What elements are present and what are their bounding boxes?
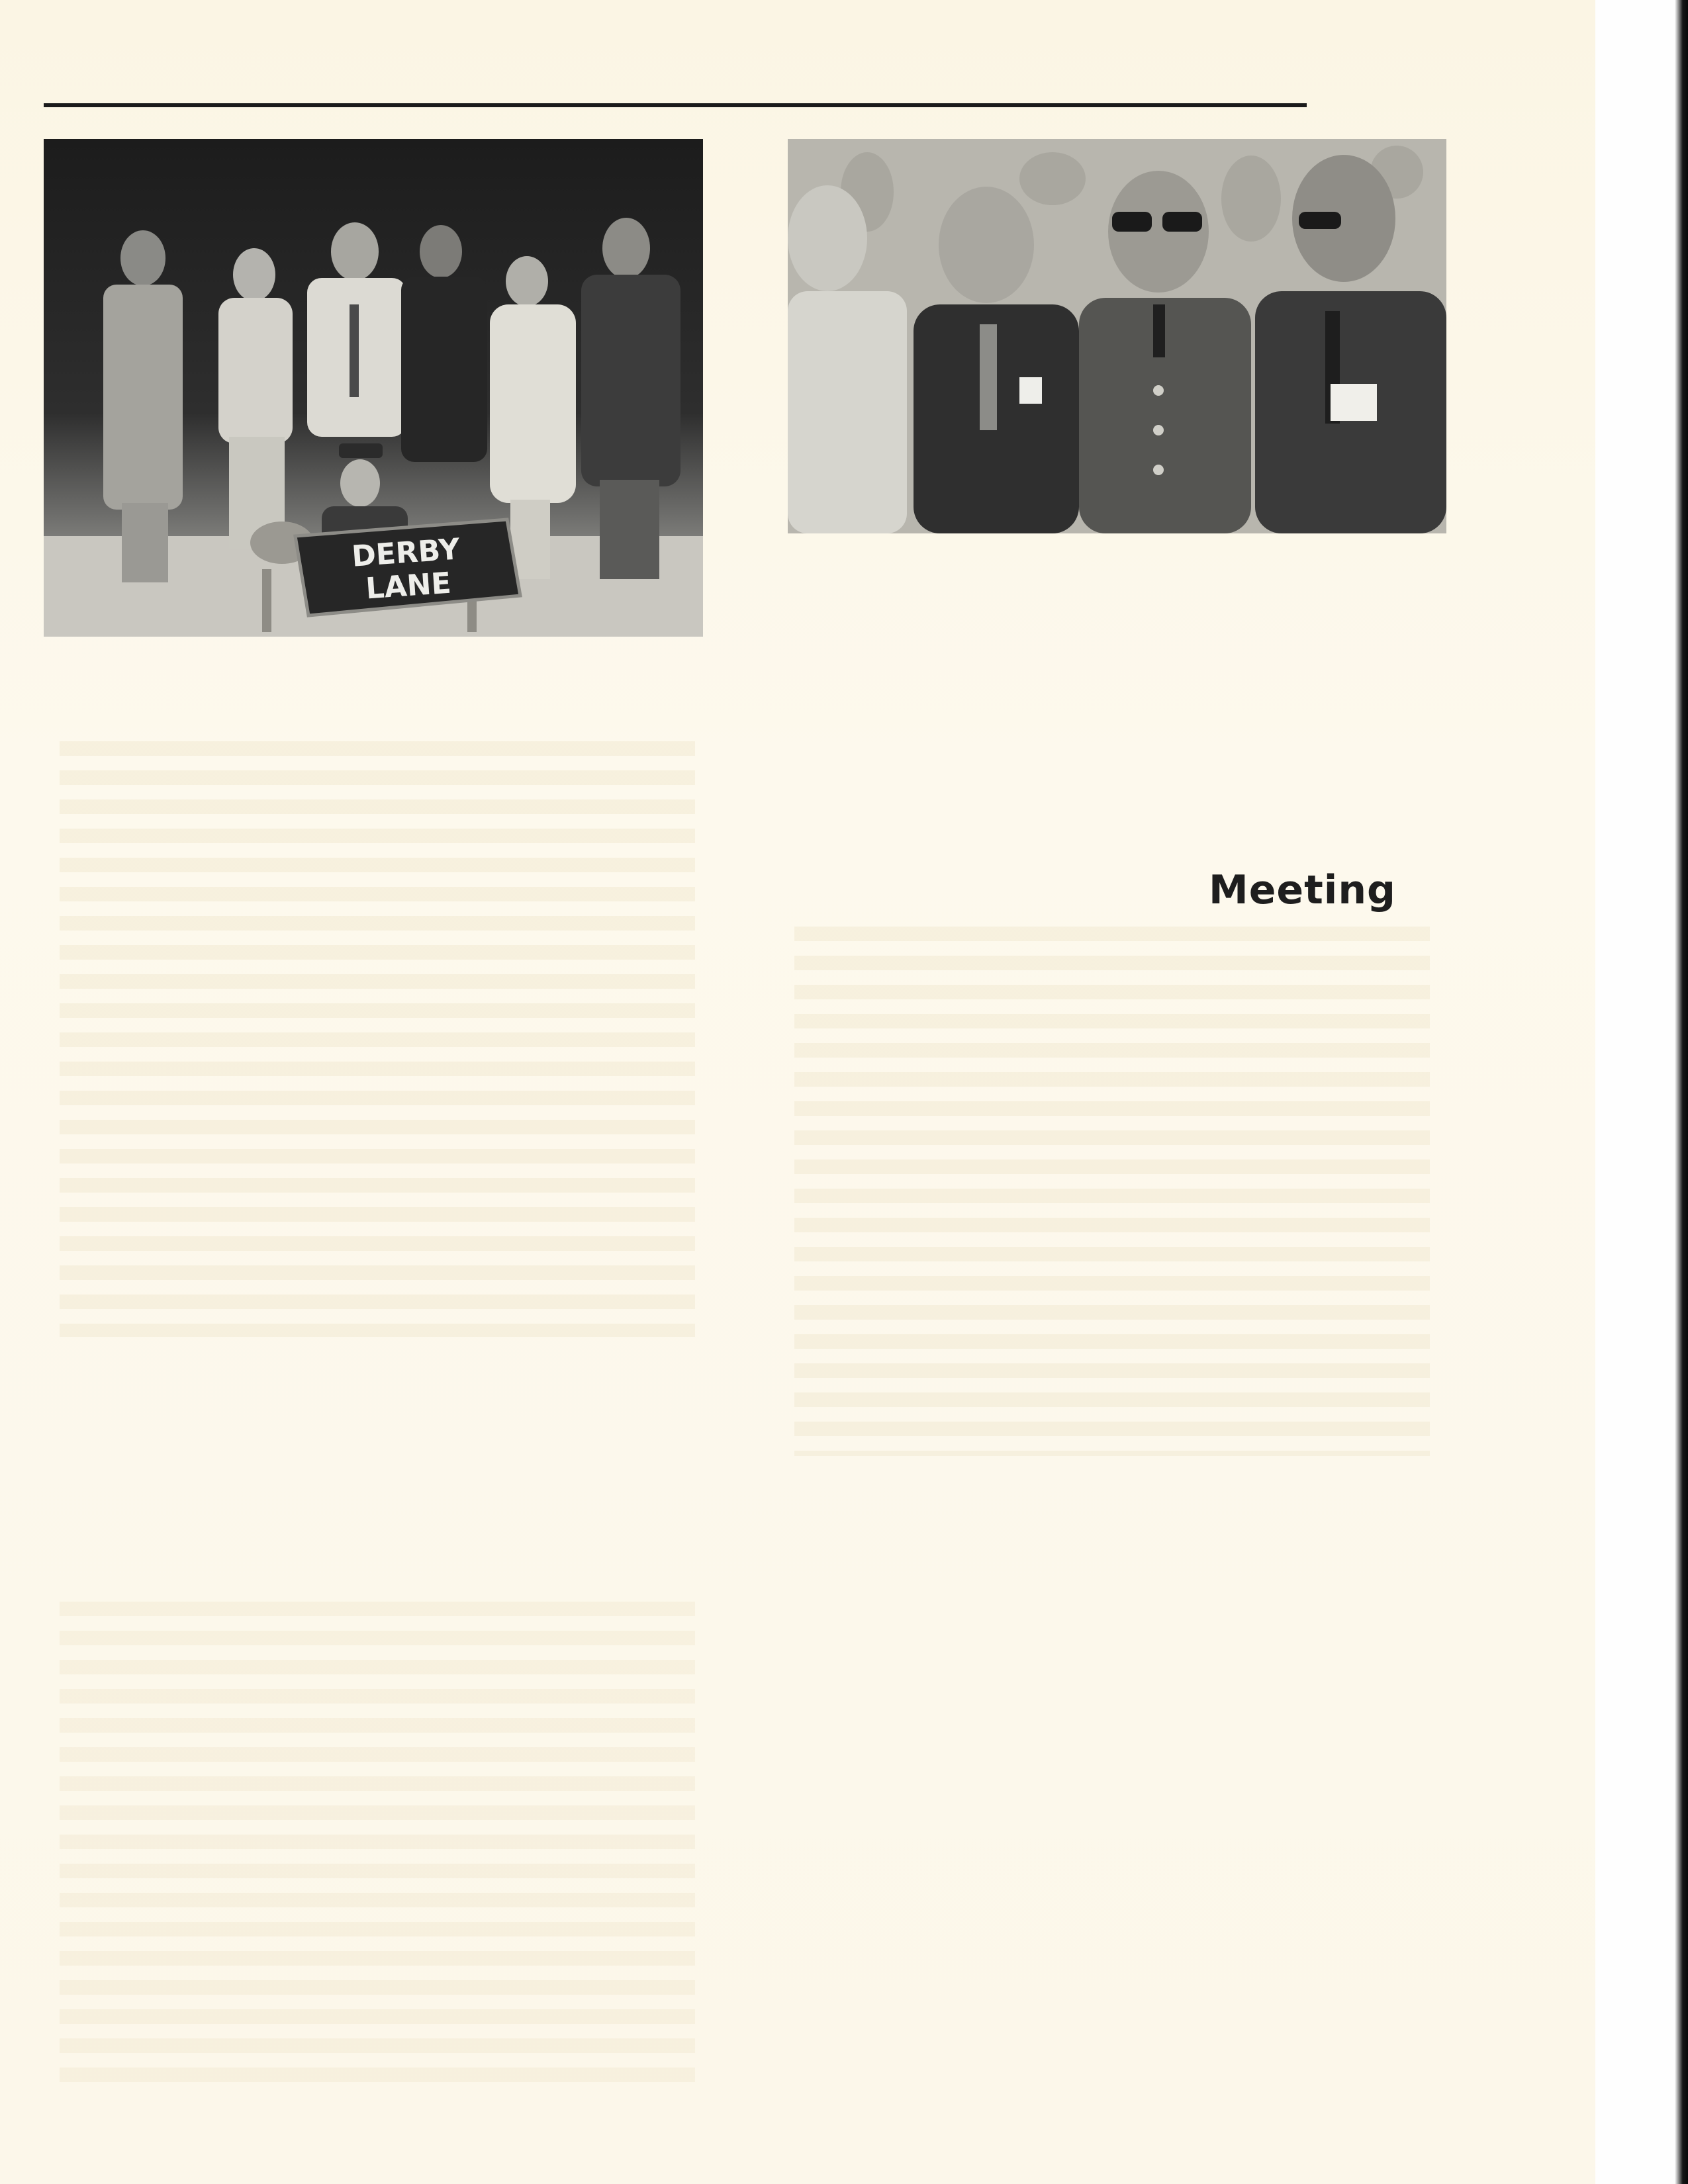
top-rule <box>44 103 1307 107</box>
bleed-through-right-column <box>794 927 1430 1456</box>
photo-four-men <box>788 139 1446 533</box>
photo-derby-lane-group <box>44 139 703 637</box>
binding-edge <box>1675 0 1688 2184</box>
page-margin <box>1595 0 1688 2184</box>
blanket-text-derby: DERBY <box>350 532 461 574</box>
blanket-text-lane: LANE <box>364 566 453 606</box>
bleed-through-left-lower <box>60 1602 695 2091</box>
headline-meeting: Meeting <box>1209 867 1397 913</box>
bleed-through-left-column <box>60 741 695 1337</box>
